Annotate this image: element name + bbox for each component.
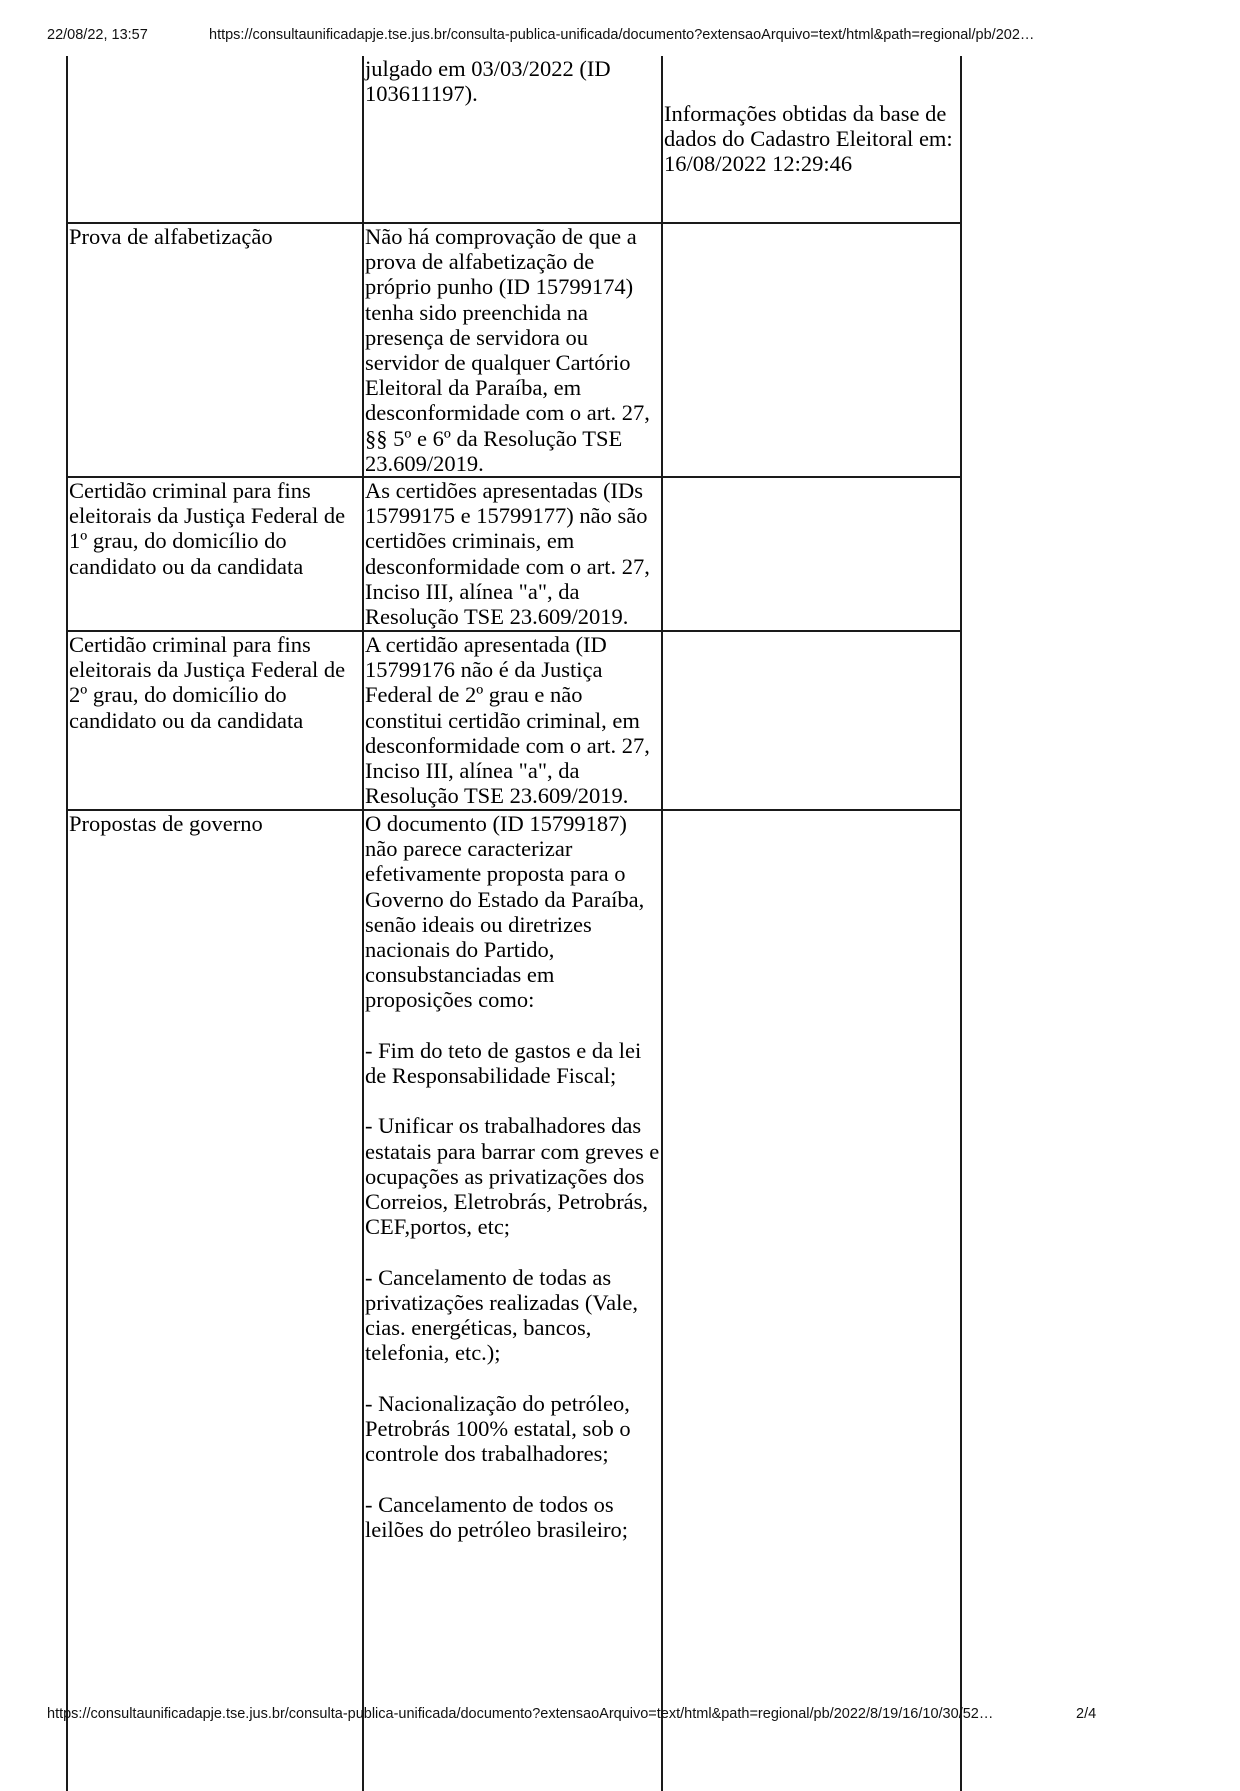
info-cell [662,223,961,477]
print-header [0,27,1240,47]
print-footer [0,1706,1240,1726]
item-cell [67,56,363,223]
observation-cell: A certidão apresentada (ID 15799176 não é da Justiça Federal de 2º grau e não constitui certidão criminal, em desconformidade com o art. 27, Inciso III, alínea "a", da Resolução TSE 23.609/2019. [363,631,662,810]
print-datetime: 22/08/22, 13:57 [47,27,148,43]
observation-cell: As certidões apresentadas (IDs 15799175 e 15799177) não são certidões criminais, em desconformidade com o art. 27, Inciso III, alínea "a", da Resolução TSE 23.609/2019. [363,477,662,631]
item-cell: Certidão criminal para fins eleitorais da Justiça Federal de 1º grau, do domicílio do candidato ou da candidata [67,477,363,631]
table-row [67,810,961,1791]
observation-cell: Não há comprovação de que a prova de alfabetização de próprio punho (ID 15799174) tenha sido preenchida na presença de servidora ou servidor de qualquer Cartório Eleitoral da Paraíba, em desconformidade com o art. 27, §§ 5º e 6º da Resolução TSE 23.609/2019. [363,223,662,477]
info-cell: Informações obtidas da base de dados do Cadastro Eleitoral em: 16/08/2022 12:29:46 [662,56,961,223]
info-cell [662,477,961,631]
table-row [67,56,961,223]
print-footer-url: https://consultaunificadapje.tse.jus.br/consulta-publica-unificada/documento?extensaoArquivo=text/html&path=regional/pb/2022/8/19/16/10/30/52… [47,1706,994,1722]
table-row [67,477,961,631]
item-cell: Certidão criminal para fins eleitorais da Justiça Federal de 2º grau, do domicílio do candidato ou da candidata [67,631,363,810]
info-cell [662,810,961,1791]
observation-cell: julgado em 03/03/2022 (ID 103611197). [363,56,662,223]
item-cell: Propostas de governo [67,810,363,1791]
observation-cell: O documento (ID 15799187) não parece caracterizar efetivamente proposta para o Governo do Estado da Paraíba, senão ideais ou diretrizes nacionais do Partido, consubstanciadas em proposições como: - Fim do teto de gastos e da lei de Responsabilidade Fiscal; - Unificar os trabalhadores das estatais para barrar com greves e ocupações as privatizações dos Correios, Eletrobrás, Petrobrás, CEF,portos, etc; - Cancelamento de todas as privatizações realizadas (Vale, cias. energéticas, bancos, telefonia, etc.); - Nacionalização do petróleo, Petrobrás 100% estatal, sob o controle dos trabalhadores; - Cancelamento de todos os leilões do petróleo brasileiro; [363,810,662,1791]
print-header-url: https://consultaunificadapje.tse.jus.br/consulta-publica-unificada/documento?extensaoArquivo=text/html&path=regional/pb/202… [209,27,1035,43]
info-cell [662,631,961,810]
item-cell: Prova de alfabetização [67,223,363,477]
table-row [67,223,961,477]
document-table [66,56,962,1791]
page-number: 2/4 [1076,1706,1097,1722]
table-row [67,631,961,810]
